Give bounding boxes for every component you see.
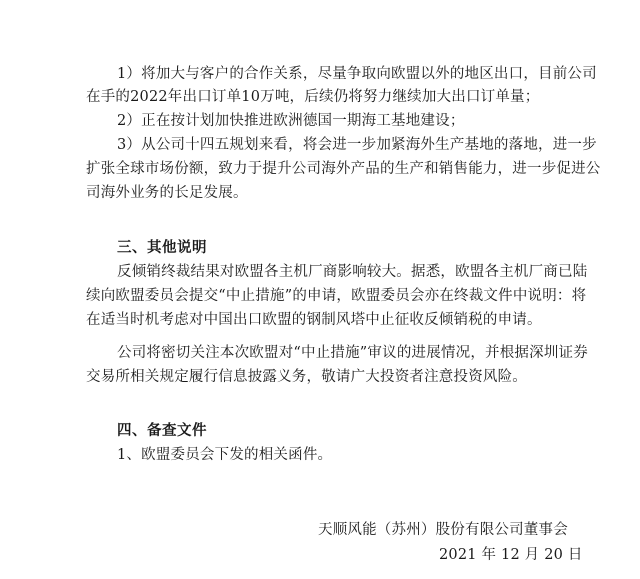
paragraph-line: 在适当时机考虑对中国出口欧盟的钢制风塔中止征收反倾销税的申请。 bbox=[86, 312, 542, 328]
paragraph-line: 在手的2022年出口订单10万吨，后续仍将努力继续加大出口订单量； bbox=[86, 89, 540, 105]
section-heading-other: 三、其他说明 bbox=[117, 240, 207, 256]
paragraph-line: 司海外业务的长足发展。 bbox=[86, 185, 248, 201]
paragraph-line: 1）将加大与客户的合作关系，尽量争取向欧盟以外的地区出口，目前公司 bbox=[117, 66, 597, 82]
paragraph-line: 续向欧盟委员会提交“中止措施”的申请，欧盟委员会亦在终裁文件中说明：将 bbox=[86, 288, 587, 304]
signature-company: 天顺风能（苏州）股份有限公司董事会 bbox=[318, 522, 568, 538]
paragraph-line: 1、欧盟委员会下发的相关函件。 bbox=[117, 447, 333, 463]
paragraph-line: 3）从公司十四五规划来看，将会进一步加紧海外生产基地的落地，进一步 bbox=[117, 137, 597, 153]
signature-date: 2021 年 12 月 20 日 bbox=[439, 547, 583, 563]
paragraph-line: 扩张全球市场份额，致力于提升公司海外产品的生产和销售能力，进一步促进公 bbox=[86, 161, 601, 177]
paragraph-line: 反倾销终裁结果对欧盟各主机厂商影响较大。据悉，欧盟各主机厂商已陆 bbox=[117, 264, 588, 280]
paragraph-line: 2）正在按计划加快推进欧洲德国一期海工基地建设； bbox=[117, 113, 465, 129]
paragraph-line: 公司将密切关注本次欧盟对“中止措施”审议的进展情况，并根据深圳证券 bbox=[117, 345, 588, 361]
paragraph-line: 交易所相关规定履行信息披露义务，敬请广大投资者注意投资风险。 bbox=[86, 369, 527, 385]
section-heading-docs: 四、备查文件 bbox=[117, 423, 207, 439]
